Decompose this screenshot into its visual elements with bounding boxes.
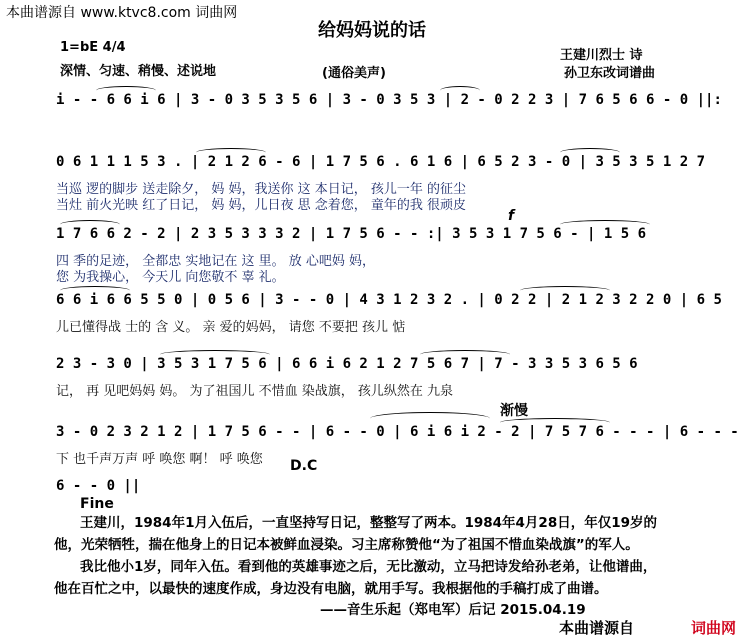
postscript-line: 我比他小1岁，同年入伍。看到他的英雄事迹之后，无比激动，立马把诗发给孙老弟，让他谱曲， bbox=[80, 559, 657, 575]
voice-type: (通俗美声) bbox=[322, 66, 386, 81]
watermark-bottom-left: 本曲谱源自 bbox=[558, 619, 634, 637]
score-line-4: 6 6 i 6 6 5 5 0 | 0 5 6 | 3 - - 0 | 4 3 1 2 3 2 . | 0 2 2 | 2 1 2 3 2 2 0 | 6 5 bbox=[56, 292, 722, 308]
score-line-7: 6 - - 0 || bbox=[56, 478, 141, 494]
slur-mark bbox=[500, 418, 610, 427]
lyric-line-3a: 四 季的足迹， 全都忠 实地记在 这 里。 放 心吧妈 妈， bbox=[56, 254, 376, 269]
lyric-line-2a: 当巡 逻的脚步 送走除夕， 妈 妈，我送你 这 本日记， 孩儿一年 的征尘 bbox=[56, 182, 467, 197]
lyric-line-5: 记， 再 见吧妈妈 妈。 为了祖国儿 不惜血 染战旗， 孩儿纵然在 九泉 bbox=[56, 384, 454, 399]
slur-mark bbox=[160, 350, 270, 359]
slur-mark bbox=[370, 412, 490, 425]
tempo-expression: 深情、匀速、稍慢、述说地 bbox=[60, 64, 217, 79]
postscript-line: 他，光荣牺牲，揣在他身上的日记本被鲜血浸染。习主席称赞他“为了祖国不惜血染战旗”的军人。 bbox=[54, 537, 639, 553]
slur-mark bbox=[440, 86, 480, 95]
composer: 孙卫东改词谱曲 bbox=[564, 66, 656, 81]
postscript-line: 王建川，1984年1月入伍后，一直坚持写日记，整整写了两本。1984年4月28日，年仅19岁的 bbox=[80, 515, 658, 531]
lyric-line-2b: 当灶 前火光映 红了日记， 妈 妈，儿日夜 思 念着您， 童年的我 很顽皮 bbox=[56, 198, 467, 213]
score-line-1: i - - 6 6 i 6 | 3 - 0 3 5 3 5 6 | 3 - 0 3 5 3 | 2 - 0 2 2 3 | 7 6 5 6 6 - 0 ||: bbox=[56, 92, 722, 108]
score-line-3: 1 7 6 6 2 - 2 | 2 3 5 3 3 3 2 | 1 7 5 6 - - :| 3 5 3 1 7 5 6 - | 1 5 6 bbox=[56, 226, 647, 242]
song-title: 给妈妈说的话 bbox=[318, 20, 426, 41]
postscript-signature: ——音生乐起（郑电军）后记 2015.04.19 bbox=[320, 602, 586, 618]
key-signature: 1=bE 4/4 bbox=[60, 40, 126, 55]
fine-mark: Fine bbox=[80, 496, 114, 512]
score-line-5: 2 3 - 3 0 | 3 5 3 1 7 5 6 | 6 6 i 6 2 1 2 7 5 6 7 | 7 - 3 3 5 3 6 5 6 bbox=[56, 356, 638, 372]
slur-mark bbox=[520, 286, 610, 295]
postscript-line: 他在百忙之中，以最快的速度作成，身边没有电脑，就用手写。我根据他的手稿打成了曲谱。 bbox=[54, 581, 608, 597]
score-line-6: 3 - 0 2 3 2 1 2 | 1 7 5 6 - - | 6 - - 0 | 6 i 6 i 2 - 2 | 7 5 7 6 - - - | 6 - - - bbox=[56, 424, 739, 440]
lyricist: 王建川烈士 诗 bbox=[560, 48, 643, 63]
slur-mark bbox=[60, 286, 130, 295]
gradually-slow-mark: 渐慢 bbox=[500, 403, 528, 419]
slur-mark bbox=[60, 220, 120, 229]
watermark-top: 本曲谱源自 www.ktvc8.com 词曲网 bbox=[6, 5, 238, 21]
slur-mark bbox=[560, 148, 620, 157]
postscript-paragraph bbox=[54, 512, 714, 600]
dc-mark: D.C bbox=[290, 458, 318, 474]
lyric-line-6: 下 也千声万声 呼 唤您 啊！ 呼 唤您 bbox=[56, 452, 263, 467]
score-line-2: 0 6 1 1 1 5 3 . | 2 1 2 6 - 6 | 1 7 5 6 . 6 1 6 | 6 5 2 3 - 0 | 3 5 3 5 1 2 7 bbox=[56, 154, 706, 170]
slur-mark bbox=[420, 350, 510, 359]
lyric-line-3b: 您 为我操心， 今天儿 向您敬不 辜 礼。 bbox=[56, 270, 285, 285]
lyric-line-4: 儿已懂得战 士的 含 义。 亲 爱的妈妈， 请您 不要把 孩儿 惦 bbox=[56, 320, 406, 335]
slur-mark bbox=[196, 148, 266, 157]
slur-mark bbox=[560, 220, 650, 229]
watermark-bottom-right: 词曲网 bbox=[690, 619, 736, 637]
slur-mark bbox=[96, 86, 156, 95]
dynamic-forte: f bbox=[508, 208, 515, 224]
